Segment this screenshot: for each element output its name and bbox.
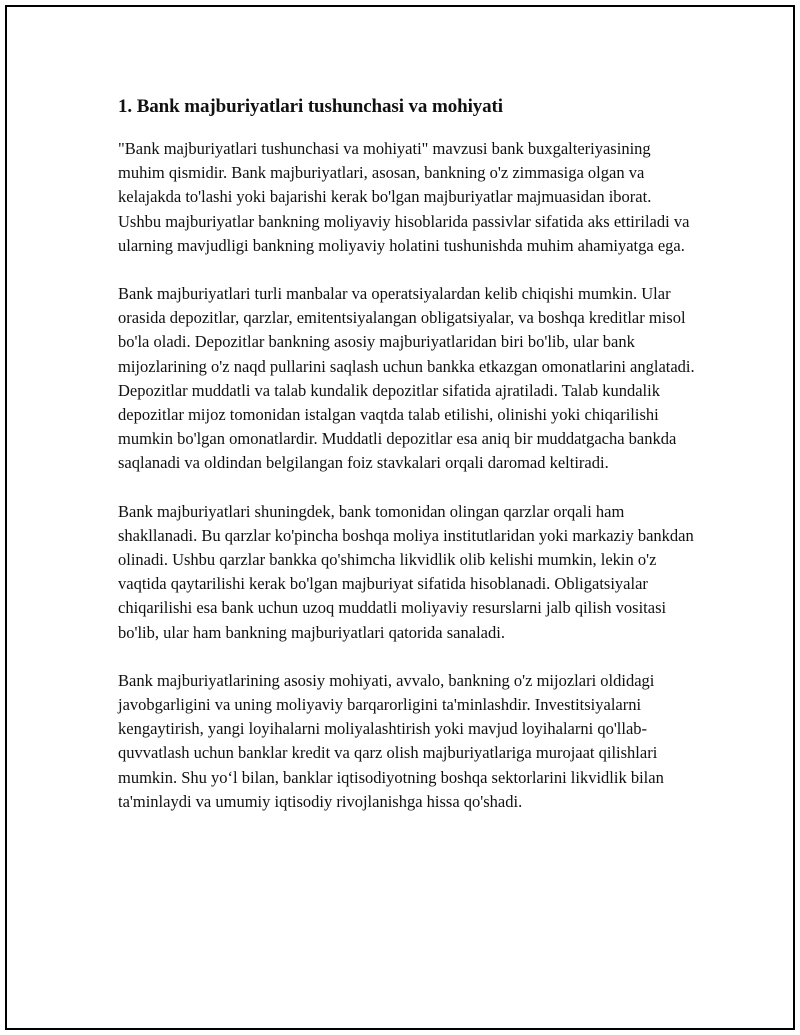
paragraph-sources: Bank majburiyatlari turli manbalar va operatsiyalardan kelib chiqishi mumkin. Ular orasida depozitlar, qarzlar, emitentsiyalangan obligatsiyalar, va boshqa kreditlar misol bo'la oladi. Depozitlar bankning asosiy majburiyatlaridan biri bo'lib, ular bank mijozlarining o'z naqd pullarini saqlash uchun bankka etkazgan omonatlarini anglatadi. Depozitlar muddatli va talab kundalik depozitlar sifatida ajratiladi. Talab kundalik depozitlar mijoz tomonidan istalgan vaqtda talab etilishi, olinishi yoki chiqarilishi mumkin bo'lgan omonatlardir. Muddatli depozitlar esa aniq bir muddatgacha bankda saqlanadi va oldindan belgilangan foiz stavkalari orqali daromad keltiradi. xyxy=(118,284,695,473)
paragraph-loans: Bank majburiyatlari shuningdek, bank tomonidan olingan qarzlar orqali ham shakllanadi. Bu qarzlar ko'pincha boshqa moliya institutlaridan yoki markaziy bankdan olinadi. Ushbu qarzlar bankka qo'shimcha likvidlik olib kelishi mumkin, lekin o'z vaqtida qaytarilishi kerak bo'lgan majburiyat sifatida hisoblanadi. Obligatsiyalar chiqarilishi esa bank uchun uzoq muddatli moliyaviy resurslarni jalb qilish vositasi bo'lib, ular ham bankning majburiyatlari qatorida sanaladi. xyxy=(118,501,694,642)
document-page xyxy=(5,5,795,1030)
paragraph-essence: Bank majburiyatlarining asosiy mohiyati, avvalo, bankning o'z mijozlari oldidagi javobgarligini va uning moliyaviy barqarorligini ta'minlashdir. Investitsiyalarni kengaytirish, yangi loyihalarni moliyalashtirish yoki mavjud loyihalarni qo'llab-quvvatlash uchun banklar kredit va qarz olish majburiyatlariga murojaat qilishlari mumkin. Shu yo‘l bilan, banklar iqtisodiyotning boshqa sektorlarini likvidlik bilan ta'minlaydi va umumiy iqtisodiy rivojlanishga hissa qo'shadi. xyxy=(118,670,664,811)
paragraph-intro: "Bank majburiyatlari tushunchasi va mohiyati" mavzusi bank buxgalteriyasining muhim qismidir. Bank majburiyatlari, asosan, bankning o'z zimmasiga olgan va kelajakda to'lashi yoki bajarishi kerak bo'lgan majburiyatlar majmuasidan iborat. Ushbu majburiyatlar bankning moliyaviy hisoblarida passivlar sifatida aks ettiriladi va ularning mavjudligi bankning moliyaviy holatini tushunishda muhim ahamiyatga ega. xyxy=(118,139,690,255)
document-content xyxy=(118,95,698,838)
section-heading: 1. Bank majburiyatlari tushunchasi va mohiyati xyxy=(118,96,503,117)
